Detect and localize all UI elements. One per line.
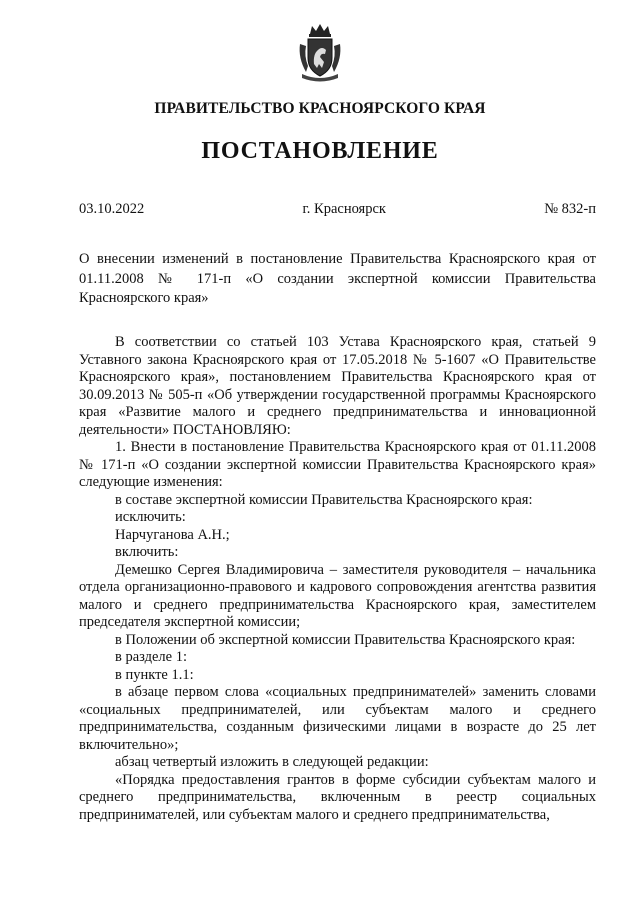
body-paragraph: «Порядка предоставления грантов в форме субсидии субъектам малого и среднего предпринимательства, включенным в реестр социальных предпринимателей, или субъектам малого и среднего предпринимательства,	[79, 771, 596, 823]
document-date: 03.10.2022	[79, 201, 145, 217]
document-type-title: ПОСТАНОВЛЕНИЕ	[201, 138, 439, 164]
document-city: г. Красноярск	[302, 201, 386, 217]
body-paragraph: в пункте 1.1:	[115, 666, 194, 683]
body-paragraph: абзац четвертый изложить в следующей редакции:	[115, 754, 429, 770]
body-paragraph: в абзаце первом слова «социальных предпринимателей» заменить словами «социальных предпринимателей, или субъектам малого и среднего предпринимательства, созданным физическими лицами в возрасте до 25 лет включительно»;	[79, 684, 596, 753]
body-paragraph: включить:	[115, 544, 179, 560]
document-body	[79, 334, 596, 824]
body-paragraph: В соответствии со статьей 103 Устава Красноярского края, статьей 9 Уставного закона Красноярского края от 17.05.2018 № 5-1607 «О Правительстве Красноярского края», постановлением Правительства Красноярского края от 30.09.2013 № 505-п «Об утверждении государственной программы Красноярского края «Развитие малого и среднего предпринимательства и инновационной деятельности» ПОСТАНОВЛЯЮ:	[79, 334, 596, 438]
document-subject: О внесении изменений в постановление Правительства Красноярского края от 01.11.2008 № 171-п «О создании экспертной комиссии Правительства Красноярского края»	[79, 251, 596, 306]
body-paragraph: 1. Внести в постановление Правительства Красноярского края от 01.11.2008 № 171-п «О создании экспертной комиссии Правительства Красноярского края» следующие изменения:	[79, 439, 596, 490]
document-meta-row	[79, 201, 596, 218]
body-paragraph: в составе экспертной комиссии Правительства Красноярского края:	[115, 491, 533, 508]
body-paragraph: в Положении об экспертной комиссии Правительства Красноярского края:	[115, 631, 576, 648]
body-paragraph: Демешко Сергея Владимировича – заместителя руководителя – начальника отдела организационно-правового и кадрового сопровождения агентства развития малого и среднего предпринимательства Красноярского края, заместителем председателя экспертной комиссии;	[79, 561, 596, 630]
coat-of-arms-emblem	[296, 22, 344, 82]
body-paragraph: в разделе 1:	[115, 649, 188, 665]
government-name: ПРАВИТЕЛЬСТВО КРАСНОЯРСКОГО КРАЯ	[154, 100, 486, 117]
document-number: № 832-п	[544, 201, 596, 217]
body-paragraph: Нарчуганова А.Н.;	[115, 526, 230, 543]
body-paragraph: исключить:	[115, 509, 186, 525]
